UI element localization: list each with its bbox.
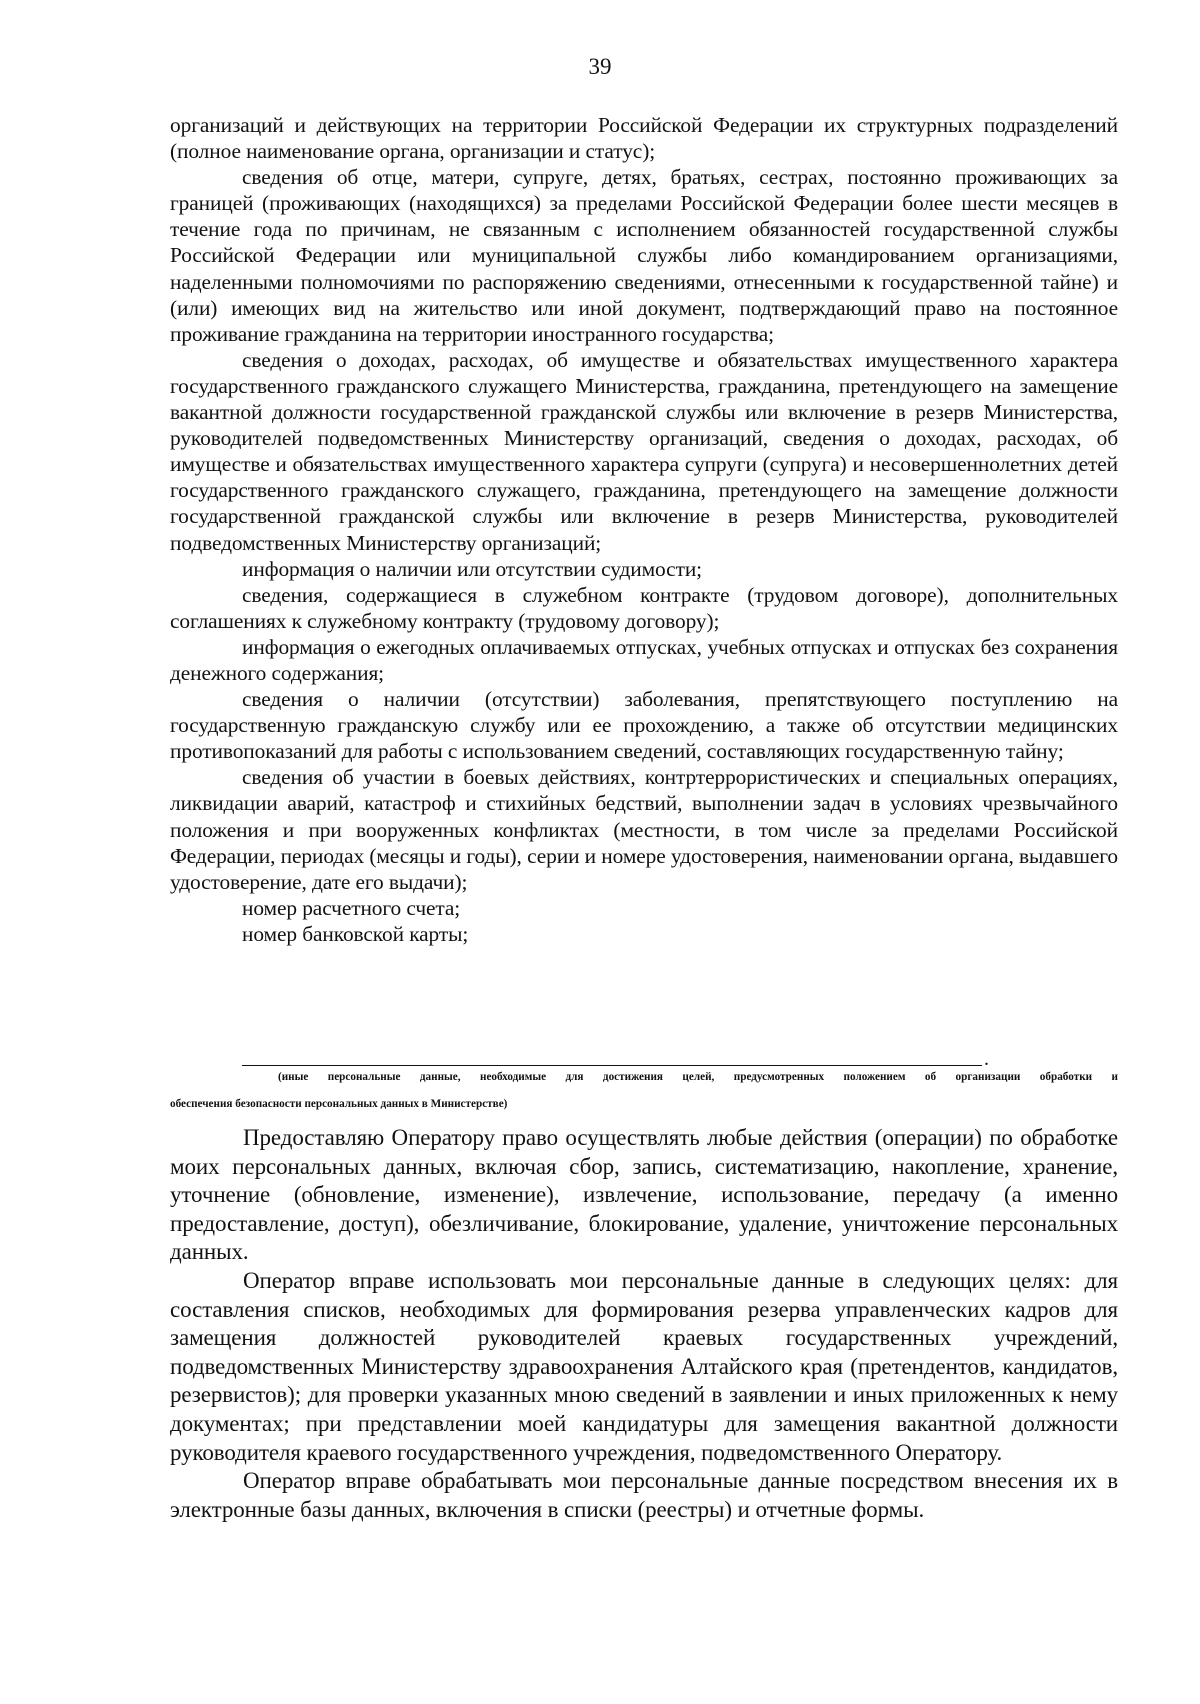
lower-text-block [170,1124,1118,1524]
upper-text-block [170,112,1118,947]
blank-fill-dot: . [984,1048,989,1070]
paragraph-relatives-abroad: сведения об отце, матери, супруге, детях, братьях, сестрах, постоянно проживающих за границей (проживающих (находящихся) за пределами Российской Федерации более шести месяцев в течение года по причинам, не связанным с исполнением обязанностей государственной службы Российской Федерации или муниципальной службы либо командированием организациями, наделенными полномочиями по распоряжению сведениями, отнесенными к государственной тайне) и (или) имеющих вид на жительство или иной документ, подтверждающий право на постоянное проживание гражданина на территории иностранного государства; [170,165,1118,346]
page-number: 39 [588,54,612,79]
paragraph-service-contract: сведения, содержащиеся в служебном контракте (трудовом договоре), дополнительных соглашениях к служебному контракту (трудовому договору); [170,582,1118,633]
paragraph-operator-rights: Предоставляю Оператору право осуществлять любые действия (операции) по обработке моих персональных данных, включая сбор, запись, систематизацию, накопление, хранение, уточнение (обновление, изменение), извлечение, использование, передачу (а именно предоставление, доступ), обезличивание, блокирование, удаление, уничтожение персональных данных. [170,1125,1118,1265]
paragraph-account-number: номер расчетного счета; [242,895,461,920]
paragraph-continuation: организаций и действующих на территории Российской Федерации их структурных подразделений (полное наименование органа, организации и статус); [170,113,1118,164]
paragraph-operator-purposes: Оператор вправе использовать мои персональные данные в следующих целях: для составления списков, необходимых для формирования резерва управленческих кадров для замещения должностей руководителей краевых государственных учреждений, подведомственных Министерству здравоохранения Алтайского края (претендентов, кандидатов, резервистов); для проверки указанных мною сведений в заявлении и иных приложенных к нему документах; при представлении моей кандидатуры для замещения вакантной должности руководителя краевого государственного учреждения, подведомственного Оператору. [170,1267,1118,1465]
footnote-caption-line2: обеспечения безопасности персональных данных в Министерстве) [170,1098,508,1110]
paragraph-card-number: номер банковской карты; [242,921,469,946]
footnote-caption-line1: (иные персональные данные, необходимые для достижения целей, предусмотренных положением об организации обработки и [278,1071,1118,1083]
paragraph-criminal-record: информация о наличии или отсутствии судимости; [242,556,703,581]
paragraph-operator-processing: Оператор вправе обрабатывать мои персональные данные посредством внесения их в электронные базы данных, включения в списки (реестры) и отчетные формы. [170,1468,1118,1522]
paragraph-disease: сведения о наличии (отсутствии) заболевания, препятствующего поступлению на государственную гражданскую службу или ее прохождению, а также об отсутствии медицинских противопоказаний для работы с использованием сведений, составляющих государственную тайну; [170,687,1118,764]
paragraph-combat-participation: сведения об участии в боевых действиях, контртеррористических и специальных операциях, ликвидации аварий, катастроф и стихийных бедствий, выполнении задач в условиях чрезвычайного положения и при вооруженных конфликтах (местности, в том числе за пределами Российской Федерации, периодах (месяцы и годы), серии и номере удостоверения, наименовании органа, выдавшего удостоверение, дате его выдачи); [170,765,1118,894]
blank-fill-line [242,1065,982,1066]
paragraph-vacations: информация о ежегодных оплачиваемых отпусках, учебных отпусках и отпусках без сохранения денежного содержания; [170,634,1118,685]
paragraph-income-info: сведения о доходах, расходах, об имуществе и обязательствах имущественного характера государственного гражданского служащего Министерства, гражданина, претендующего на замещение вакантной должности государственной гражданской службы или включение в резерв Министерства, руководителей подведомственных Министерству организаций, сведения о доходах, расходах, об имуществе и обязательствах имущественного характера супруги (супруга) и несовершеннолетних детей государственного гражданского служащего, гражданина, претендующего на замещение должности государственной гражданской службы или включение в резерв Министерства, руководителей подведомственных Министерству организаций; [170,347,1118,555]
